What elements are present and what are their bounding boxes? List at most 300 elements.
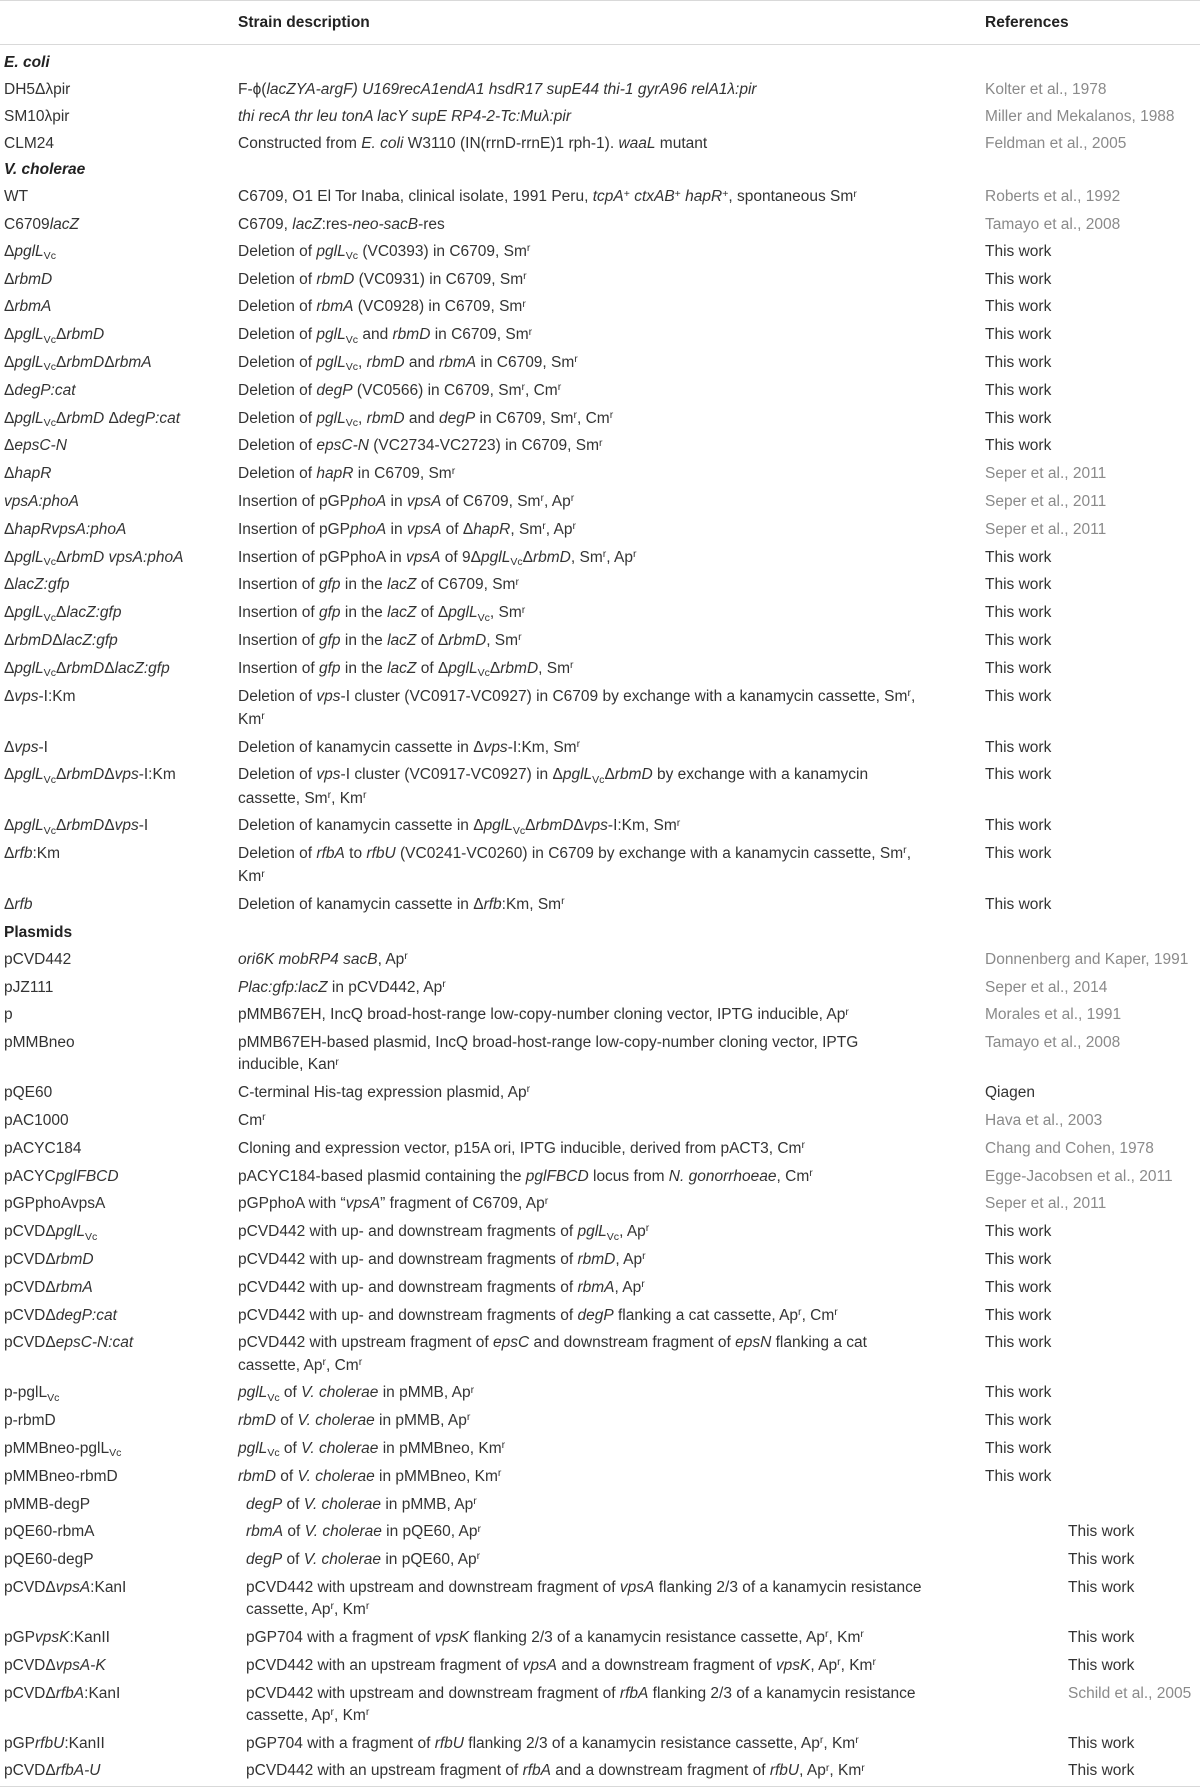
description-cell [238, 843, 985, 889]
description-line: pglL$_{Vc}$ of V. cholerae in pMMBneo, Km$^r$ [238, 1439, 506, 1460]
strain-cell [4, 491, 238, 514]
description-cell [238, 491, 985, 514]
description-cell [246, 1521, 1068, 1544]
strain-cell: pJZ111 [4, 978, 54, 996]
italic-text: V. cholerae [303, 1495, 382, 1513]
table-row [0, 1274, 1200, 1302]
reference-link[interactable]: Egge-Jacobsen et al., 2011 [985, 1167, 1173, 1185]
reference-cell: This work [985, 242, 1052, 260]
description-line: pCVD442 with upstream fragment of epsC and downstream fragment of epsN flanking a cat [238, 1334, 867, 1352]
description-cell [238, 380, 985, 403]
superscript-text: r [676, 816, 681, 829]
reference-link[interactable]: Seper et al., 2011 [985, 493, 1107, 511]
italic-text: rbmD [535, 817, 574, 835]
italic-text: rfbU [434, 1734, 464, 1752]
superscript-text: r [451, 464, 456, 477]
superscript-text: r [834, 1305, 838, 1318]
strain-cell: Δrfb [4, 896, 33, 914]
description-cell [238, 1082, 985, 1105]
subscript-text: Vc [43, 333, 56, 346]
description-line: C6709, lacZ:res-neo-sacB-res [238, 216, 445, 234]
strain-cell: pCVDΔdegP:cat [4, 1306, 117, 1324]
strain-cell: SM10λpir [4, 107, 70, 125]
description-cell [238, 630, 985, 653]
description-line: Insertion of gfp in the lacZ of ΔpglL$_{Vc}$ΔrbmD, Sm$^r$ [238, 659, 574, 680]
table-row [0, 1491, 1200, 1519]
italic-text: vpsA [406, 548, 441, 566]
superscript-text: r [365, 1600, 370, 1613]
description-line: rbmD of V. cholerae in pMMB, Ap$^r$ [238, 1411, 471, 1430]
description-cell [238, 296, 985, 319]
description-line: Deletion of degP (VC0566) in C6709, Sm$^r$, Cm$^r$ [238, 381, 562, 399]
strain-cell: ΔlacZ:gfp [4, 576, 70, 594]
strain-cell: p-pglL$_{Vc}$ [4, 1384, 60, 1404]
strain-cell: pCVDΔrfbA-U [4, 1762, 101, 1780]
description-cell [246, 1760, 1068, 1783]
superscript-text: r [801, 1139, 805, 1152]
italic-text: vpsK [434, 1628, 470, 1646]
table-row [0, 1002, 1200, 1030]
description-line: Insertion of gfp in the lacZ of C6709, Sm$^r$ [238, 575, 519, 594]
italic-text: tcpA [592, 188, 624, 206]
subscript-text: Vc [477, 667, 490, 680]
description-cell [238, 1332, 985, 1377]
reference-cell: This work [985, 659, 1052, 677]
italic-text: degP [316, 381, 353, 399]
table-row [0, 104, 1200, 131]
reference-link[interactable]: Seper et al., 2011 [985, 465, 1107, 483]
strain-cell: pCVDΔvpsA:KanI [4, 1578, 127, 1596]
reference-cell: This work [985, 687, 1052, 705]
superscript-text: r [540, 492, 544, 505]
description-line: Deletion of rbmA (VC0928) in C6709, Sm$^r$ [238, 297, 526, 316]
italic-text: vps [114, 817, 139, 835]
strain-cell: ΔhapR [4, 465, 52, 483]
italic-text: vps [316, 766, 341, 784]
description-line: Km$^r$ [238, 710, 265, 728]
description-cell [238, 324, 985, 347]
strain-cell: Δvps-I [4, 738, 48, 756]
reference-cell: This work [1068, 1656, 1135, 1674]
table-body [0, 45, 1200, 1787]
italic-text: pglL [14, 326, 44, 344]
strain-cell: ΔdegP:cat [4, 381, 76, 399]
description-line: cassette, Ap$^r$, Km$^r$ [246, 1600, 370, 1619]
description-cell [246, 1549, 1068, 1572]
strain-cell: ΔpglL$_{Vc}$ΔrbmDΔlacZ:gfp [4, 659, 170, 680]
italic-text: rbmD [366, 409, 405, 427]
reference-cell: This work [985, 409, 1052, 427]
table-row [0, 600, 1200, 628]
italic-text: hapRvpsA:phoA [14, 520, 127, 538]
italic-text: lacZ [292, 216, 322, 234]
italic-text: rbmD [66, 326, 105, 344]
superscript-text: r [528, 325, 533, 338]
italic-text: gfp [319, 604, 341, 622]
description-cell [238, 1277, 985, 1300]
description-cell [238, 352, 985, 375]
italic-text: rfbA [619, 1684, 649, 1702]
italic-text: vps [14, 738, 39, 756]
superscript-text: r [557, 381, 562, 394]
reference-link[interactable]: Seper et al., 2014 [985, 978, 1108, 996]
table-row [0, 489, 1200, 517]
reference-cell [1068, 1494, 1200, 1517]
subscript-text: Vc [477, 611, 490, 624]
superscript-text: r [845, 1005, 849, 1018]
description-line: Insertion of gfp in the lacZ of ΔrbmD, Sm$^r$ [238, 631, 522, 650]
description-cell [246, 1683, 1068, 1728]
table-row [0, 1108, 1200, 1136]
italic-text: rbmD [316, 270, 355, 288]
table-row [0, 683, 1200, 734]
description-line: inducible, Kan$^r$ [238, 1055, 339, 1074]
superscript-text: r [572, 520, 576, 533]
table-row [0, 1330, 1200, 1380]
description-cell [246, 1577, 1068, 1622]
strain-cell: pCVDΔepsC-N:cat [4, 1334, 134, 1352]
italic-text: pglL [238, 1384, 268, 1402]
strain-cell: CLM24 [4, 134, 54, 152]
strain-cell: ΔhapRvpsA:phoA [4, 520, 127, 538]
strain-cell: pMMBneo-pglL$_{Vc}$ [4, 1439, 122, 1460]
description-cell [246, 1655, 1068, 1678]
table-row [0, 1191, 1200, 1219]
italic-text: rbmD [448, 632, 487, 650]
strain-cell: Δrfb:Km [4, 845, 61, 863]
superscript-text: r [518, 631, 522, 644]
reference-cell: This work [985, 270, 1052, 288]
description-line: Cm$^r$ [238, 1111, 266, 1129]
subscript-text: Vc [109, 1447, 122, 1460]
description-cell [238, 894, 985, 917]
subscript-text: Vc [85, 1230, 98, 1243]
reference-link[interactable]: Seper et al., 2011 [985, 1195, 1107, 1213]
italic-text: hapR [316, 465, 354, 483]
reference-link[interactable]: Tamayo et al., 2008 [985, 216, 1121, 234]
superscript-text: r [362, 788, 367, 801]
italic-text: degP [246, 1551, 283, 1569]
superscript-text: r [853, 187, 857, 200]
subscript-text: Vc [345, 417, 359, 430]
description-line: degP of V. cholerae in pQE60, Ap$^r$ [246, 1550, 481, 1569]
italic-text: pglL [577, 1223, 607, 1241]
description-line: Deletion of pglL$_{Vc}$ and rbmD in C6709, Sm$^r$ [238, 325, 533, 346]
strain-cell: ΔpglL$_{Vc}$ΔrbmDΔrbmA [4, 354, 152, 374]
italic-text: vps [583, 817, 608, 835]
table-row [0, 350, 1200, 378]
table-row [0, 184, 1200, 212]
superscript-text: r [872, 1656, 876, 1669]
superscript-text: r [574, 353, 578, 366]
italic-text: pglL [14, 548, 44, 566]
italic-text: vpsA [406, 493, 442, 511]
reference-cell: This work [985, 766, 1052, 784]
description-line: ori6K mobRP4 sacB, Ap$^r$ [238, 950, 408, 968]
italic-text: rfbU [35, 1734, 65, 1752]
subscript-text: Vc [512, 824, 526, 837]
description-line: Deletion of rfbA to rfbU (VC0241-VC0260) in C6709 by exchange with a kanamycin cassette, Sm$^r$, [238, 844, 911, 863]
italic-text: rbmD [500, 659, 539, 677]
table-row [0, 974, 1200, 1002]
description-cell [238, 1004, 985, 1027]
italic-text: lacZYA-argF) U169recA1endA1 hsdR17 supE44 thi-1 gyrA96 relA1λ:pir [266, 81, 757, 99]
reference-link[interactable]: Feldman et al., 2005 [985, 134, 1127, 152]
italic-text: rbmD vpsA:phoA [66, 548, 184, 566]
reference-cell: This work [985, 326, 1052, 344]
reference-cell: This work [985, 1412, 1052, 1430]
superscript-text: r [642, 1250, 646, 1263]
description-line: Deletion of kanamycin cassette in Δrfb:Km, Sm$^r$ [238, 895, 565, 914]
strain-cell: ΔpglL$_{Vc}$ΔrbmD [4, 326, 105, 346]
italic-text: rfbA-U [55, 1762, 101, 1780]
italic-text: pglL [14, 409, 44, 427]
description-line: Constructed from E. coli W3110 (IN(rrnD-rrnE)1 rph-1). waaL mutant [238, 134, 708, 152]
italic-text: rfbA [522, 1762, 551, 1780]
italic-text: lacZ [387, 659, 417, 677]
description-line: Deletion of hapR in C6709, Sm$^r$ [238, 464, 456, 483]
table-row [0, 433, 1200, 461]
italic-text: vps [483, 738, 508, 756]
subscript-text: Vc [345, 361, 359, 374]
reference-link[interactable]: Seper et al., 2011 [985, 520, 1107, 538]
superscript-text: r [599, 436, 603, 449]
description-cell [238, 1249, 985, 1272]
table-row [0, 544, 1200, 572]
strain-cell: ΔpglL$_{Vc}$ΔlacZ:gfp [4, 604, 122, 624]
italic-text: rbmD [392, 326, 431, 344]
reference-cell: This work [985, 845, 1052, 863]
description-line: Insertion of pGPphoA in vpsA of 9ΔpglL$_{Vc}$ΔrbmD, Sm$^r$, Ap$^r$ [238, 547, 637, 568]
reference-cell: Qiagen [985, 1084, 1035, 1102]
italic-text: degP:cat [14, 381, 76, 399]
italic-text: phoA [350, 493, 387, 511]
italic-text: ctxAB [634, 188, 675, 206]
reference-cell: This work [985, 1467, 1052, 1485]
italic-text: rfbA [55, 1684, 85, 1702]
strain-cell: DH5Δλpir [4, 81, 71, 99]
italic-text: vpsA [345, 1195, 381, 1213]
table-row [0, 628, 1200, 656]
italic-text: pglL [481, 548, 511, 566]
reference-link[interactable]: Morales et al., 1991 [985, 1006, 1122, 1024]
strain-cell: pCVDΔrbmA [4, 1278, 93, 1296]
subscript-text: Vc [345, 333, 359, 346]
superscript-text: r [262, 1111, 266, 1124]
subscript-text: Vc [606, 1230, 620, 1243]
italic-text: rbmD [14, 270, 53, 288]
italic-text: rfb [483, 896, 502, 914]
superscript-text: r [476, 1550, 481, 1563]
subscript-text: Vc [267, 1447, 280, 1460]
subscript-text: Vc [43, 361, 56, 374]
description-cell [238, 1032, 985, 1077]
table-row [0, 405, 1200, 433]
reference-link[interactable]: Hava et al., 2003 [985, 1112, 1103, 1129]
reference-cell: This work [985, 354, 1052, 372]
reference-cell: This work [1068, 1762, 1135, 1780]
description-line: pCVD442 with an upstream fragment of vpsA and a downstream fragment of vpsK, Ap$^r$, Km$^r$ [246, 1656, 876, 1674]
reference-link[interactable]: Donnenberg and Kaper, 1991 [985, 950, 1189, 968]
italic-text: vpsK [775, 1656, 811, 1674]
italic-text: lacZ [49, 216, 79, 234]
subscript-text: Vc [43, 824, 56, 837]
superscript-text: r [573, 408, 577, 421]
subscript-text: Vc [267, 1391, 280, 1404]
table-row [0, 1030, 1200, 1080]
description-line: pGP704 with a fragment of rfbU flanking 2/3 of a kanamycin resistance cassette, Ap$^r$, Km$^r$ [246, 1733, 859, 1752]
description-line: pMMB67EH-based plasmid, IncQ broad-host-range low-copy-number cloning vector, IPTG [238, 1034, 859, 1052]
italic-text: vps [114, 766, 139, 784]
superscript-text: + [623, 187, 630, 200]
description-cell [238, 435, 985, 458]
description-line: Insertion of pGPphoA in vpsA of ΔhapR, Sm$^r$, Ap$^r$ [238, 520, 576, 538]
reference-cell: This work [985, 1223, 1052, 1241]
description-line: pCVD442 with up- and downstream fragments of degP flanking a cat cassette, Ap$^r$, Cm$^r$ [238, 1305, 838, 1324]
reference-cell: This work [985, 1306, 1052, 1324]
reference-cell: This work [985, 381, 1052, 399]
reference-cell: This work [985, 604, 1052, 622]
italic-text: degP:cat [55, 1306, 117, 1324]
description-line: degP of V. cholerae in pMMB, Ap$^r$ [246, 1494, 477, 1513]
superscript-text: r [261, 710, 265, 723]
italic-text: thi recA thr leu tonA lacY supE RP4-2-Tc:Muλ:pir [238, 107, 571, 125]
table-row [0, 734, 1200, 762]
italic-text: Plac:gfp:lacZ [238, 978, 328, 996]
reference-cell: This work [985, 576, 1052, 594]
strain-cell: ΔpglL$_{Vc}$ΔrbmD vpsA:phoA [4, 548, 184, 568]
subscript-text: Vc [43, 417, 56, 430]
subscript-text: Vc [345, 250, 359, 263]
description-line: Deletion of vps-I cluster (VC0917-VC0927) in C6709 by exchange with a kanamycin cassette, Sm$^r$, [238, 686, 916, 705]
superscript-text: r [645, 1222, 650, 1235]
description-cell [238, 1410, 985, 1433]
description-line: pGPphoA with “vpsA” fragment of C6709, Ap$^r$ [238, 1194, 549, 1213]
superscript-text: r [327, 788, 332, 801]
strain-cell: pQE60-degP [4, 1551, 94, 1569]
superscript-text: r [526, 242, 531, 255]
italic-text: pglL [316, 354, 346, 372]
table-row [0, 1302, 1200, 1330]
reference-cell: This work [985, 896, 1052, 914]
reference-cell: This work [1068, 1628, 1135, 1646]
strain-cell: p [4, 1006, 13, 1024]
italic-text: pglL [14, 817, 44, 835]
description-cell [238, 547, 985, 570]
table-row [0, 130, 1200, 157]
strain-cell: pAC1000 [4, 1112, 69, 1129]
italic-text: pglL [238, 1439, 268, 1457]
description-line: Deletion of vps-I cluster (VC0917-VC0927) in ΔpglL$_{Vc}$ΔrbmD by exchange with a kanamycin [238, 766, 869, 786]
description-line: Cloning and expression vector, p15A ori, IPTG inducible, derived from pACT3, Cm$^r$ [238, 1139, 805, 1157]
reference-link[interactable]: Chang and Cohen, 1978 [985, 1139, 1154, 1157]
italic-text: vps [14, 687, 39, 705]
table-row [0, 239, 1200, 267]
superscript-text: r [542, 520, 546, 533]
superscript-text: + [722, 187, 729, 200]
description-cell [238, 977, 985, 1000]
description-line: cassette, Sm$^r$, Km$^r$ [238, 788, 367, 807]
italic-text: rbmA [246, 1523, 284, 1541]
reference-link[interactable]: Schild et al., 2005 [1068, 1684, 1192, 1702]
description-cell [246, 1627, 1068, 1650]
italic-text: pglL [14, 354, 44, 372]
italic-text: rbmD [238, 1467, 276, 1485]
italic-text: rfb [14, 845, 33, 863]
italic-text: vps [316, 687, 341, 705]
superscript-text: r [522, 297, 526, 310]
description-line: pACYC184-based plasmid containing the pglFBCD locus from N. gonorrhoeae, Cm$^r$ [238, 1166, 813, 1185]
italic-text: rbmD [66, 659, 105, 677]
table-row [0, 841, 1200, 892]
italic-text: epsC-N [14, 437, 67, 455]
superscript-text: r [819, 1733, 824, 1746]
italic-text: pglL [316, 242, 346, 260]
italic-text: ori6K mobRP4 sacB [238, 950, 378, 968]
reference-cell: This work [985, 1334, 1052, 1352]
description-cell [238, 269, 985, 292]
description-line: Deletion of kanamycin cassette in Δvps-I:Km, Sm$^r$ [238, 737, 581, 756]
italic-text: pglL [448, 659, 478, 677]
description-line: Deletion of kanamycin cassette in ΔpglL$_{Vc}$ΔrbmDΔvps-I:Km, Sm$^r$ [238, 816, 681, 837]
table-row [0, 294, 1200, 322]
description-cell [246, 1494, 1068, 1517]
strain-cell: ΔpglL$_{Vc}$ΔrbmD ΔdegP:cat [4, 409, 181, 430]
reference-link[interactable]: Roberts et al., 1992 [985, 188, 1121, 206]
reference-link[interactable]: Tamayo et al., 2008 [985, 1034, 1121, 1052]
reference-cell: This work [1068, 1523, 1135, 1541]
superscript-text: r [837, 1656, 841, 1669]
strain-cell: pCVDΔrbmD [4, 1250, 94, 1268]
italic-text: rbmD [577, 1250, 616, 1268]
reference-cell: This work [1068, 1734, 1135, 1752]
italic-text: rbmD [614, 766, 653, 784]
strain-cell: pGPrfbU:KanII [4, 1734, 105, 1752]
description-cell [238, 519, 985, 542]
description-line [238, 106, 985, 128]
italic-text: N. gonorrhoeae [668, 1167, 777, 1185]
description-cell [238, 764, 985, 810]
description-cell [238, 1193, 985, 1216]
strain-cell: pMMB-degP [4, 1495, 91, 1513]
subscript-text: Vc [510, 556, 523, 568]
description-line: Deletion of pglL$_{Vc}$, rbmD and rbmA in C6709, Sm$^r$ [238, 353, 578, 374]
reference-cell: This work [1068, 1551, 1135, 1569]
description-line: cassette, Ap$^r$, Cm$^r$ [238, 1355, 363, 1374]
section-heading [0, 920, 1200, 947]
italic-text: rbmD [55, 1250, 94, 1268]
superscript-text: r [261, 867, 265, 880]
description-cell [238, 1166, 985, 1189]
description-cell [246, 1733, 1068, 1756]
column-header-references: References [985, 13, 1069, 31]
table-row [0, 1463, 1200, 1491]
italic-text: pglL [14, 604, 44, 622]
superscript-text: r [521, 381, 525, 394]
description-cell [238, 79, 985, 101]
superscript-text: r [825, 1761, 830, 1774]
italic-text: vpsA-K [55, 1656, 106, 1674]
reference-link[interactable]: Kolter et al., 1978 [985, 81, 1107, 99]
superscript-text: r [477, 1522, 482, 1535]
description-cell [238, 1110, 985, 1133]
table-row [0, 762, 1200, 813]
table-row [0, 813, 1200, 841]
section-heading [0, 50, 1200, 77]
italic-text: rbmA [14, 298, 52, 316]
superscript-text: r [798, 1305, 802, 1318]
reference-link[interactable]: Miller and Mekalanos, 1988 [985, 107, 1175, 125]
